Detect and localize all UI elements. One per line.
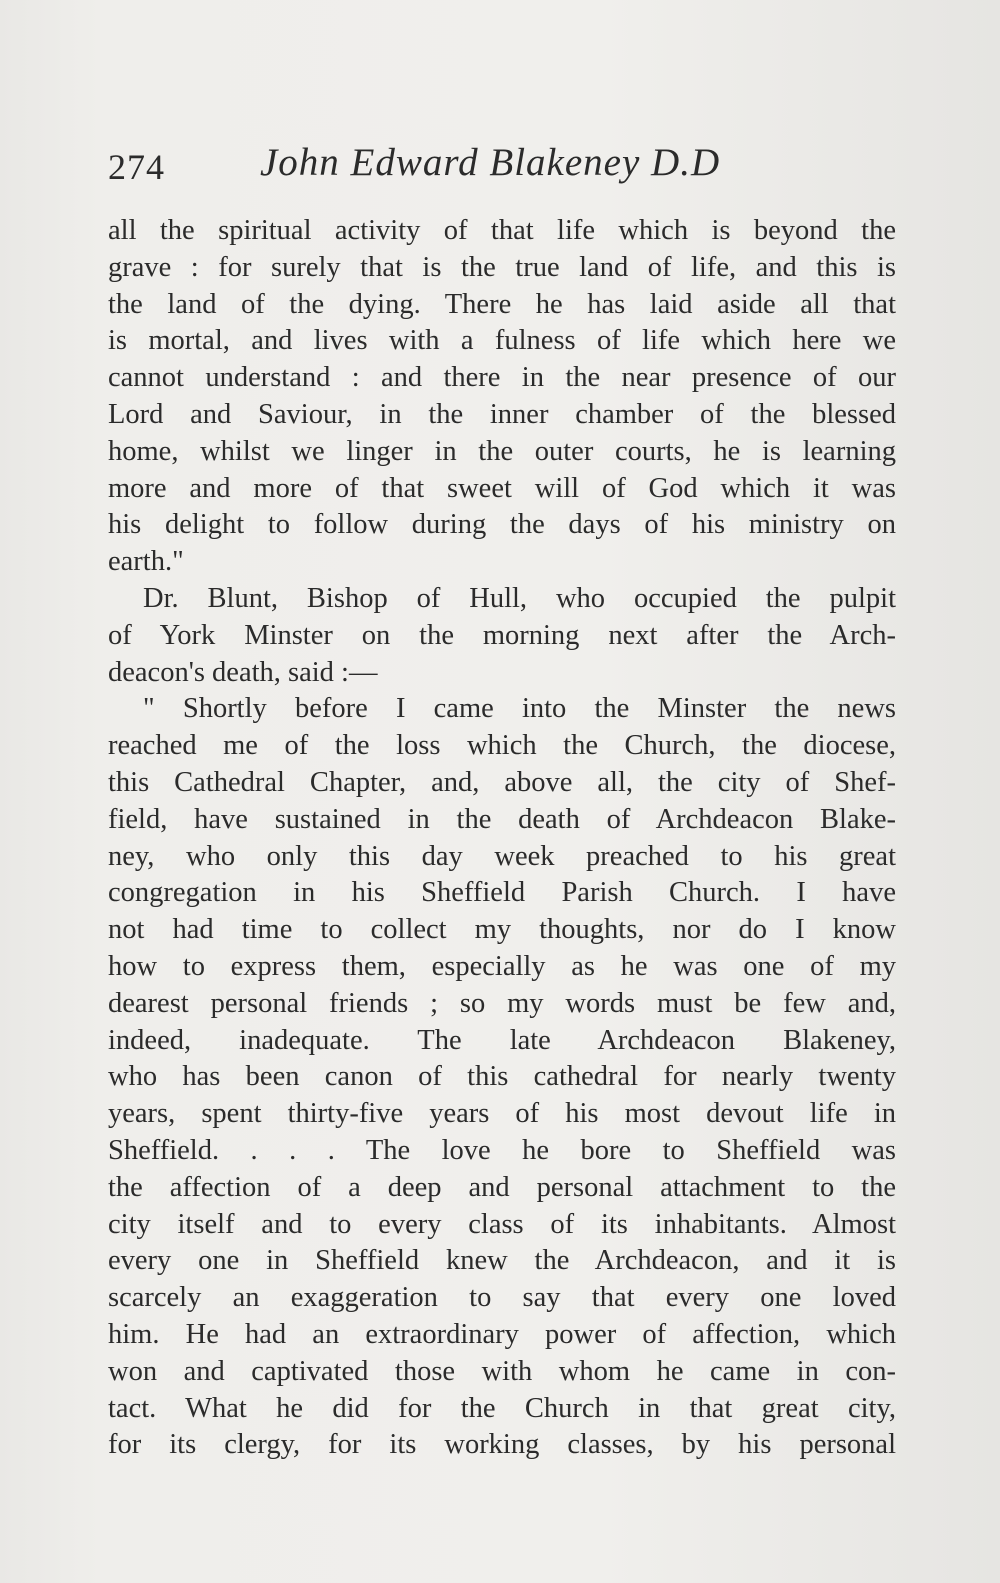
text-line: earth." bbox=[108, 546, 184, 578]
text-line: home, whilst we linger in the outer courts, he is learning bbox=[108, 435, 896, 467]
text-line: the land of the dying. There he has laid aside all that bbox=[108, 288, 896, 320]
text-line: dearest personal friends ; so my words must be few and, bbox=[108, 987, 896, 1019]
text-line: not had time to collect my thoughts, nor do I know bbox=[108, 914, 896, 946]
running-head bbox=[108, 140, 898, 200]
text-line: tact. What he did for the Church in that great city, bbox=[108, 1392, 896, 1424]
text-line: of York Minster on the morning next after the Arch- bbox=[108, 619, 896, 651]
text-line: is mortal, and lives with a fulness of life which here we bbox=[108, 325, 896, 357]
text-line: all the spiritual activity of that life which is beyond the bbox=[108, 215, 896, 246]
text-line: his delight to follow during the days of his ministry on bbox=[108, 509, 896, 541]
text-line: congregation in his Sheffield Parish Church. I have bbox=[108, 877, 896, 909]
text-line: ney, who only this day week preached to his great bbox=[108, 840, 896, 872]
text-line: years, spent thirty-five years of his most devout life in bbox=[108, 1098, 896, 1130]
text-line: city itself and to every class of its inhabitants. Almost bbox=[108, 1208, 896, 1240]
text-line: indeed, inadequate. The late Archdeacon Blakeney, bbox=[108, 1024, 896, 1056]
text-line: won and captivated those with whom he came in con- bbox=[108, 1355, 896, 1387]
text-line: him. He had an extraordinary power of affection, which bbox=[108, 1318, 896, 1350]
text-line: grave : for surely that is the true land of life, and this is bbox=[108, 251, 896, 283]
text-line: field, have sustained in the death of Archdeacon Blake- bbox=[108, 803, 896, 835]
text-line: the affection of a deep and personal attachment to the bbox=[108, 1171, 896, 1203]
text-line: this Cathedral Chapter, and, above all, the city of Shef- bbox=[108, 766, 896, 798]
text-line: Sheffield. . . . The love he bore to Sheffield was bbox=[108, 1134, 896, 1166]
text-line: every one in Sheffield knew the Archdeacon, and it is bbox=[108, 1245, 896, 1277]
body-text bbox=[108, 213, 896, 1464]
text-line: " Shortly before I came into the Minster the news bbox=[143, 693, 896, 725]
text-line: scarcely an exaggeration to say that every one loved bbox=[108, 1282, 896, 1314]
text-line: for its clergy, for its working classes, by his personal bbox=[108, 1429, 896, 1461]
text-line: how to express them, especially as he was one of my bbox=[108, 950, 896, 982]
running-title: John Edward Blakeney D.D bbox=[260, 141, 721, 184]
text-line: deacon's death, said :— bbox=[108, 656, 378, 688]
text-line: who has been canon of this cathedral for nearly twenty bbox=[108, 1061, 896, 1093]
page-number: 274 bbox=[108, 147, 165, 187]
text-line: reached me of the loss which the Church, the diocese, bbox=[108, 730, 896, 762]
text-line: Dr. Blunt, Bishop of Hull, who occupied the pulpit bbox=[143, 582, 896, 614]
text-line: more and more of that sweet will of God which it was bbox=[108, 472, 896, 504]
text-line: Lord and Saviour, in the inner chamber of the blessed bbox=[108, 398, 896, 430]
text-line: cannot understand : and there in the near presence of our bbox=[108, 362, 896, 394]
